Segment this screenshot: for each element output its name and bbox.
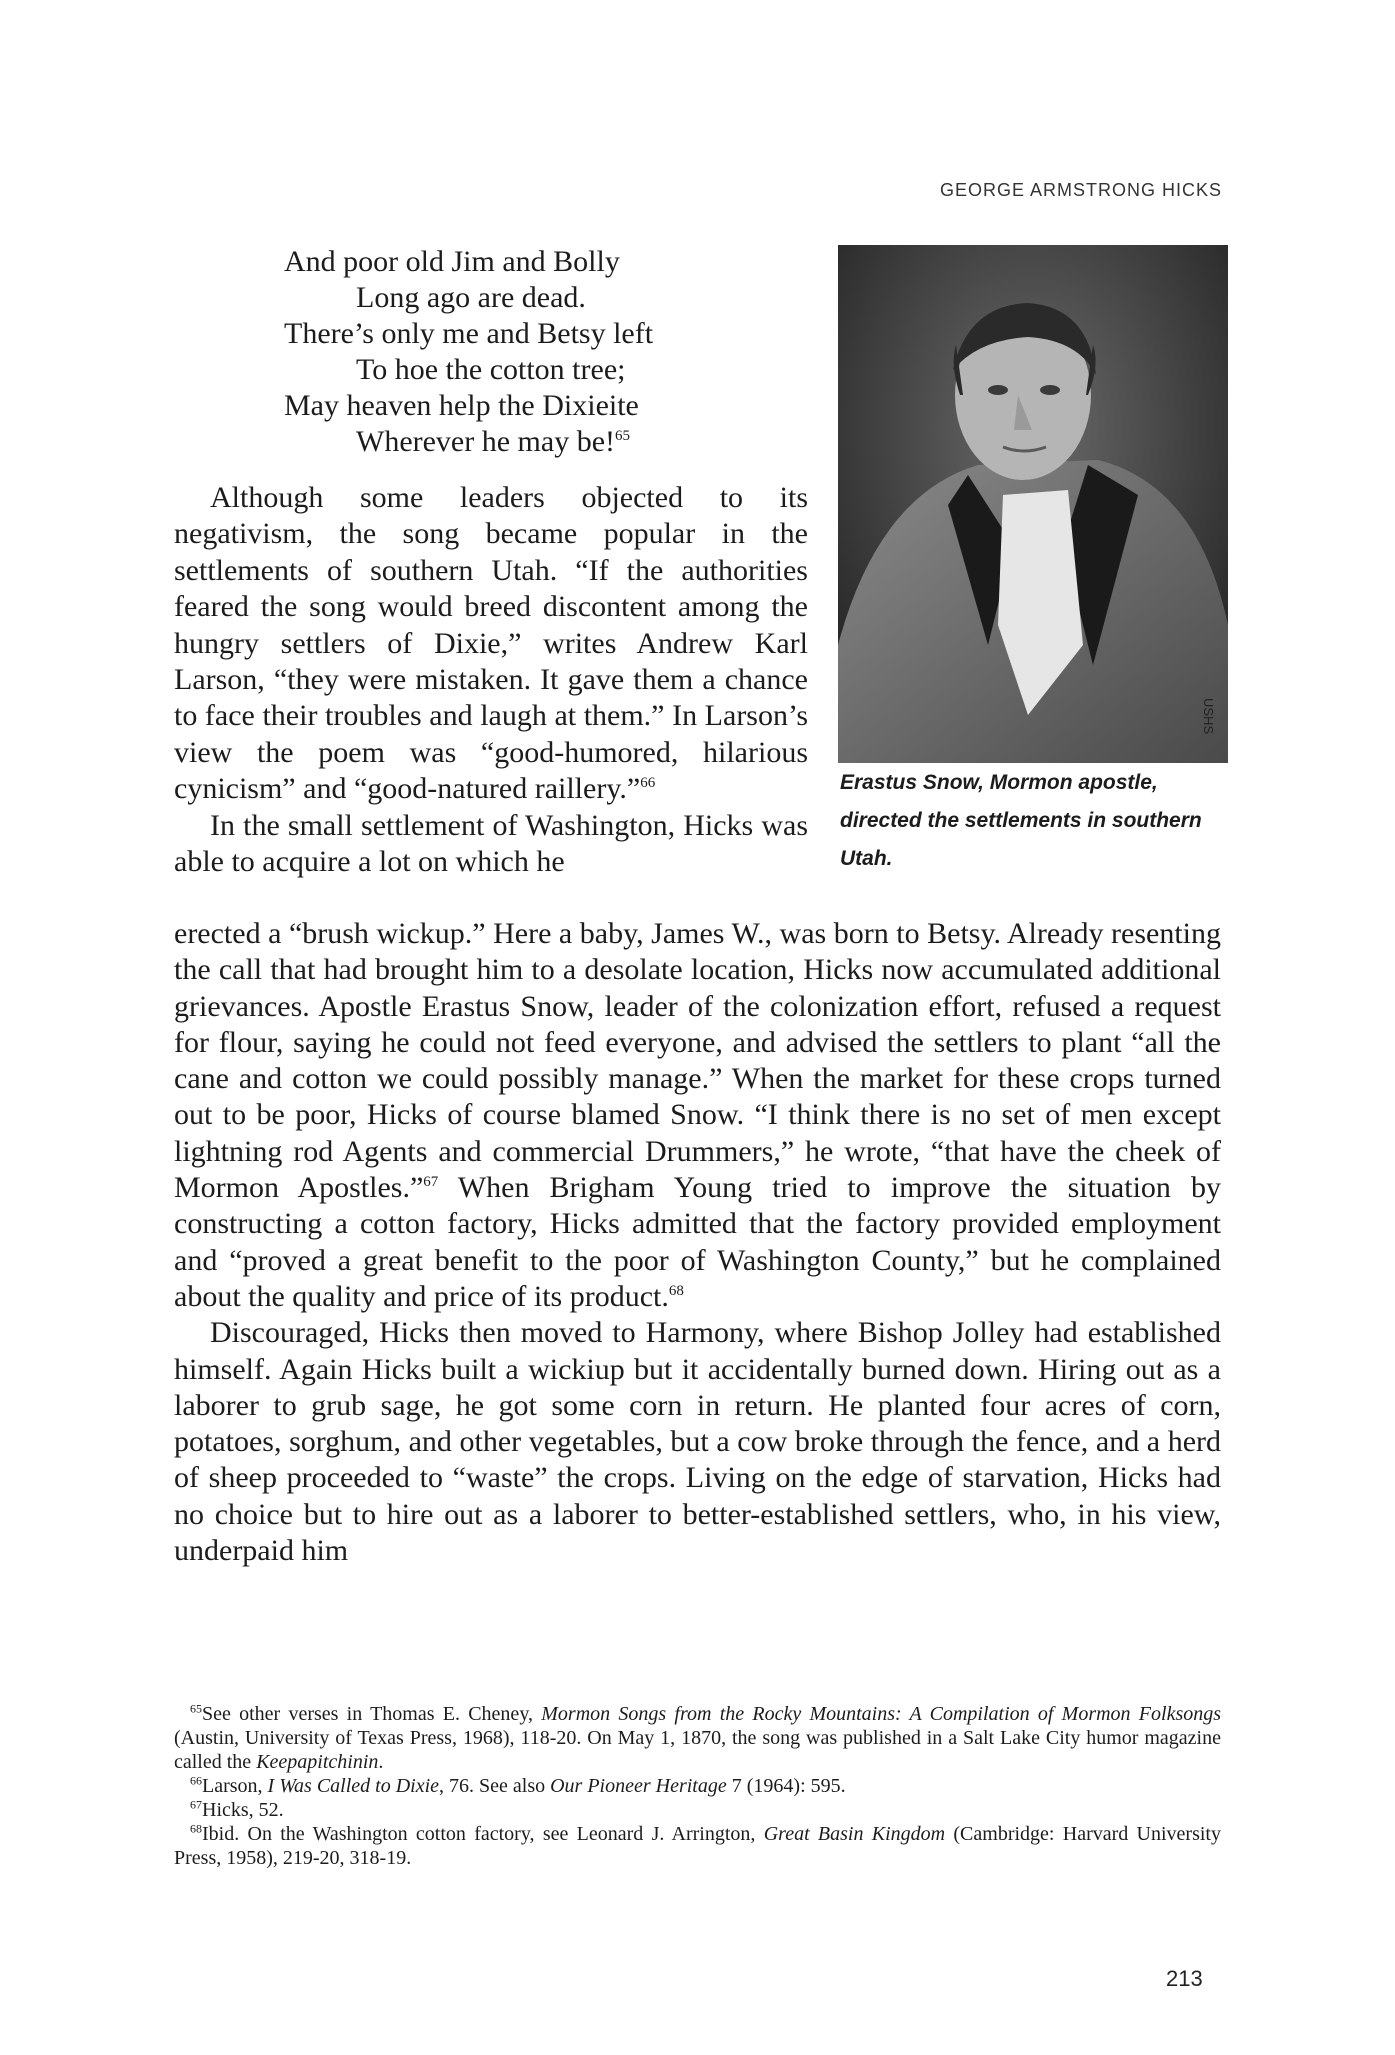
body-text <box>174 916 1221 1569</box>
poem-line: Wherever he may be!$^{65}$ <box>356 425 631 458</box>
portrait-image <box>838 245 1228 763</box>
poem-line: May heaven help the Dixieite <box>284 389 639 422</box>
footnote-marker: 66 <box>640 775 656 792</box>
body-text-wrapped <box>174 480 808 880</box>
footnote-number: 68 <box>190 1821 202 1836</box>
poem-line: And poor old Jim and Bolly <box>284 245 620 278</box>
footnote-marker: 67 <box>423 1174 439 1191</box>
paragraph: In the small settlement of Washington, Hicks was able to acquire a lot on which he <box>174 808 808 879</box>
footnote: $^{65}$See other verses in Thomas E. Cheney, Mormon Songs from the Rocky Mountains: A Compilation of Mormon Folksongs (Austin, University of Texas Press, 1968), 118-20. On May 1, 1870, the song was published in a Salt Lake City humor magazine called the Keepapitchinin. <box>174 1701 1222 1773</box>
page-number: 213 <box>1166 1966 1203 1991</box>
paragraph: Although some leaders objected to its negativism, the song became popular in the settlements of southern Utah. “If the authorities feared the song would breed discontent among the hungry settlers of Dixie,” writes Andrew Karl Larson, “they were mistaken. It gave them a chance to face their troubles and laugh at them.” In Larson’s view the poem was “good-humored, hilarious cynicism” and “good-natured raillery.”$^{66}$ <box>174 481 808 806</box>
paragraph: Discouraged, Hicks then moved to Harmony, where Bishop Jolley had established himself. Again Hicks built a wickiup but it accidentally burned down. Hiring out as a laborer to grub sage, he got some corn in return. He planted four acres of corn, potatoes, sorghum, and other vegetables, but a cow broke through the fence, and a herd of sheep proceeded to “waste” the crops. Living on the edge of starvation, Hicks had no choice but to hire out as a laborer to better-established settlers, who, in his view, underpaid him <box>174 1316 1221 1568</box>
footnote-marker: 65 <box>615 428 631 444</box>
poem <box>284 244 804 460</box>
footnote-number: 65 <box>190 1701 202 1716</box>
footnote-number: 66 <box>190 1773 202 1788</box>
photo-credit: USHS <box>1201 698 1216 735</box>
poem-line: There’s only me and Betsy left <box>284 317 654 350</box>
footnote: $^{66}$Larson, I Was Called to Dixie, 76. See also Our Pioneer Heritage 7 (1964): 595. <box>190 1773 846 1797</box>
running-head: GEORGE ARMSTRONG HICKS <box>939 180 1222 200</box>
footnote-marker: 68 <box>668 1282 684 1299</box>
poem-line: Long ago are dead. <box>356 281 586 314</box>
footnote: $^{67}$Hicks, 52. <box>190 1797 284 1821</box>
footnote-number: 67 <box>190 1797 202 1812</box>
photo-caption: Erastus Snow, Mormon apostle, directed the settlements in southern Utah. <box>840 771 1202 870</box>
footnotes <box>174 1702 1221 1870</box>
paragraph: erected a “brush wickup.” Here a baby, James W., was born to Betsy. Already resenting the call that had brought him to a desolate location, Hicks now accumulated additional grievances. Apostle Erastus Snow, leader of the colonization effort, refused a request for flour, saying he could not feed everyone, and advised the settlers to plant “all the cane and cotton we could possibly manage.” When the market for these crops turned out to be poor, Hicks of course blamed Snow. “I think there is no set of men except lightning rod Agents and commercial Drummers,” he wrote, “that have the cheek of Mormon Apostles.”$^{67}$ When Brigham Young tried to improve the situation by constructing a cotton factory, Hicks admitted that the factory provided employment and “proved a great benefit to the poor of Washington County,” but he complained about the quality and price of its product.$^{68}$ <box>174 917 1221 1313</box>
portrait-photo <box>838 245 1228 763</box>
poem-line: To hoe the cotton tree; <box>356 353 626 386</box>
footnote: $^{68}$Ibid. On the Washington cotton factory, see Leonard J. Arrington, Great Basin Kingdom (Cambridge: Harvard University Press, 1958), 219-20, 318-19. <box>174 1821 1221 1869</box>
